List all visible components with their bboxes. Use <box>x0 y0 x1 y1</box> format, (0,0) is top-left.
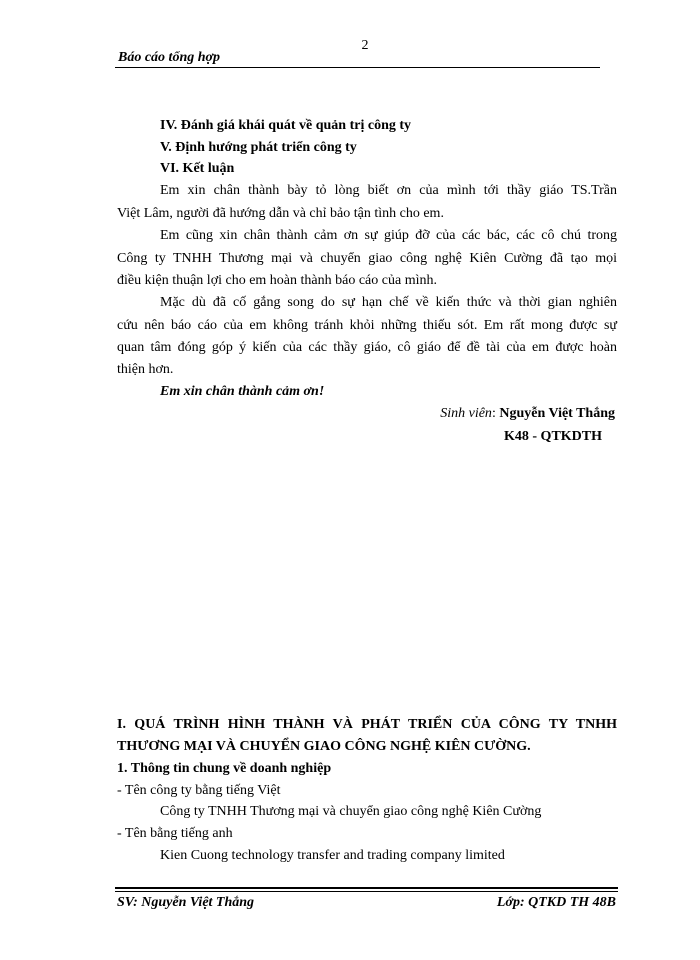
signature-label: Sinh viên <box>440 406 492 421</box>
paragraph-3-line-3: quan tâm đóng góp ý kiến của các thầy giáo, cô giáo để đề tài của em được hoàn <box>117 340 617 355</box>
toc-item-v: V. Định hướng phát triển công ty <box>160 140 357 155</box>
paragraph-3-line-1: Mặc dù đã cố gắng song do sự hạn chế về kiến thức và thời gian nghiên <box>160 295 617 310</box>
company-vn-label: - Tên công ty bằng tiếng Việt <box>117 783 281 798</box>
footer-rule-thick <box>115 887 618 889</box>
toc-item-iv: IV. Đánh giá khái quát về quản trị công ty <box>160 118 412 133</box>
section-heading-line-1: I. QUÁ TRÌNH HÌNH THÀNH VÀ PHÁT TRIỂN CỦA CÔNG TY TNHH <box>117 717 617 732</box>
header-rule <box>115 67 600 68</box>
paragraph-2-line-1: Em cũng xin chân thành cảm ơn sự giúp đỡ của các bác, các cô chú trong <box>160 228 617 243</box>
company-en-label: - Tên bằng tiếng anh <box>117 826 233 841</box>
page-number: 2 <box>361 38 369 53</box>
paragraph-2-line-3: điều kiện thuận lợi cho em hoàn thành báo cáo của mình. <box>117 273 437 288</box>
paragraph-1-line-2: Việt Lâm, người đã hướng dẫn và chỉ bảo tận tình cho em. <box>117 206 444 221</box>
signature-class: K48 - QTKDTH <box>504 429 603 444</box>
paragraph-3-line-4: thiện hơn. <box>117 362 174 377</box>
footer-student: SV: Nguyễn Việt Thắng <box>117 895 255 910</box>
thanks-line: Em xin chân thành cảm ơn! <box>160 384 325 399</box>
toc-item-vi: VI. Kết luận <box>160 161 235 176</box>
signature-name: Nguyễn Việt Thắng <box>499 406 615 421</box>
signature-colon: : <box>491 406 500 421</box>
paragraph-2-line-2: Công ty TNHH Thương mại và chuyển giao công nghệ Kiên Cường đã tạo mọi <box>117 251 617 266</box>
footer-rule-thin <box>115 891 618 892</box>
company-vn-name: Công ty TNHH Thương mại và chuyển giao công nghệ Kiên Cường <box>160 804 542 819</box>
section-heading-line-2: THƯƠNG MẠI VÀ CHUYỂN GIAO CÔNG NGHỆ KIÊN CƯỜNG. <box>117 739 531 754</box>
company-en-name: Kien Cuong technology transfer and trading company limited <box>160 848 505 863</box>
paragraph-3-line-2: cứu nên báo cáo của em không tránh khỏi những thiếu sót. Em rất mong được sự <box>117 318 617 333</box>
footer-class: Lớp: QTKD TH 48B <box>496 895 616 910</box>
signature-line <box>440 405 615 423</box>
subheading: 1. Thông tin chung về doanh nghiệp <box>117 761 332 776</box>
paragraph-1-line-1: Em xin chân thành bày tỏ lòng biết ơn của mình tới thầy giáo TS.Trần <box>160 183 617 198</box>
header-title: Báo cáo tổng hợp <box>118 50 221 65</box>
